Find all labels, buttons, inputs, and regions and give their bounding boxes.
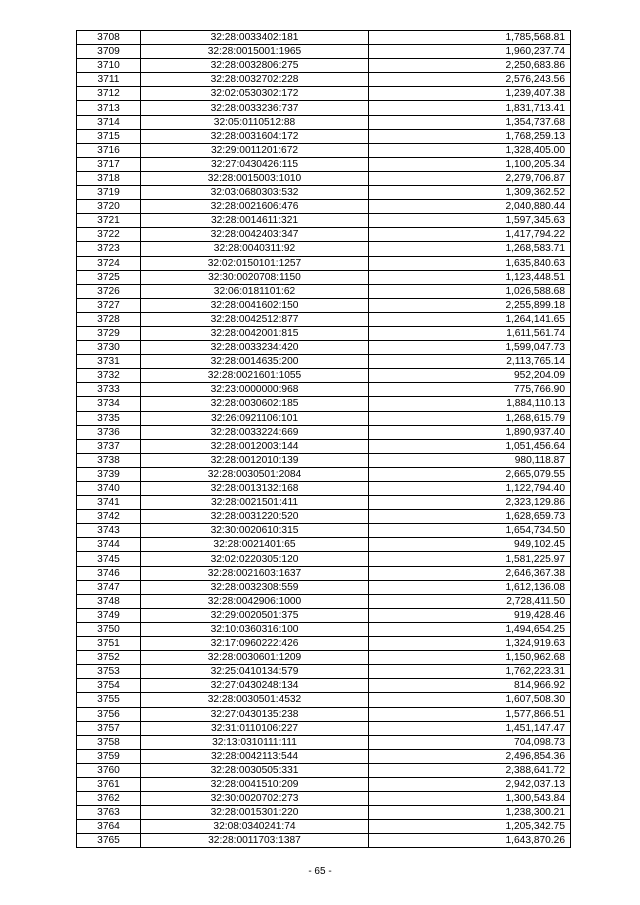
row-number: 3724 bbox=[77, 256, 141, 270]
cadastral-number: 32:28:0021501:411 bbox=[141, 496, 369, 510]
value-amount: 1,417,794.22 bbox=[369, 228, 571, 242]
cadastral-number: 32:28:0021401:65 bbox=[141, 538, 369, 552]
table-row bbox=[77, 679, 571, 693]
table-row bbox=[77, 256, 571, 270]
table-row bbox=[77, 129, 571, 143]
value-amount: 1,324,919.63 bbox=[369, 637, 571, 651]
table-row bbox=[77, 214, 571, 228]
cadastral-number: 32:28:0042001:815 bbox=[141, 326, 369, 340]
table-row bbox=[77, 73, 571, 87]
row-number: 3729 bbox=[77, 326, 141, 340]
row-number: 3717 bbox=[77, 157, 141, 171]
cadastral-number: 32:28:0012010:139 bbox=[141, 453, 369, 467]
row-number: 3716 bbox=[77, 143, 141, 157]
table-row bbox=[77, 580, 571, 594]
value-amount: 2,496,854.36 bbox=[369, 749, 571, 763]
cadastral-number: 32:28:0015003:1010 bbox=[141, 171, 369, 185]
land-value-table bbox=[76, 30, 571, 848]
cadastral-number: 32:29:0020501:375 bbox=[141, 608, 369, 622]
table-row bbox=[77, 171, 571, 185]
value-amount: 1,890,937.40 bbox=[369, 425, 571, 439]
cadastral-number: 32:05:0110512:88 bbox=[141, 115, 369, 129]
value-amount: 952,204.09 bbox=[369, 369, 571, 383]
value-amount: 2,040,880.44 bbox=[369, 200, 571, 214]
value-amount: 1,785,568.81 bbox=[369, 31, 571, 45]
row-number: 3758 bbox=[77, 735, 141, 749]
cadastral-number: 32:28:0042512:877 bbox=[141, 312, 369, 326]
cadastral-number: 32:02:0220305:120 bbox=[141, 552, 369, 566]
value-amount: 814,966.92 bbox=[369, 679, 571, 693]
table-row bbox=[77, 806, 571, 820]
cadastral-number: 32:28:0021603:1637 bbox=[141, 566, 369, 580]
value-amount: 1,150,962.68 bbox=[369, 651, 571, 665]
table-row bbox=[77, 157, 571, 171]
table-row bbox=[77, 763, 571, 777]
value-amount: 1,599,047.73 bbox=[369, 341, 571, 355]
table-row bbox=[77, 749, 571, 763]
value-amount: 1,205,342.75 bbox=[369, 820, 571, 834]
row-number: 3714 bbox=[77, 115, 141, 129]
table-row bbox=[77, 31, 571, 45]
row-number: 3763 bbox=[77, 806, 141, 820]
value-amount: 1,611,561.74 bbox=[369, 326, 571, 340]
value-amount: 1,238,300.21 bbox=[369, 806, 571, 820]
cadastral-number: 32:28:0040311:92 bbox=[141, 242, 369, 256]
table-row bbox=[77, 538, 571, 552]
table-row bbox=[77, 439, 571, 453]
cadastral-number: 32:28:0012003:144 bbox=[141, 439, 369, 453]
row-number: 3762 bbox=[77, 792, 141, 806]
table-row bbox=[77, 284, 571, 298]
value-amount: 1,612,136.08 bbox=[369, 580, 571, 594]
row-number: 3711 bbox=[77, 73, 141, 87]
table-row bbox=[77, 425, 571, 439]
table-row bbox=[77, 59, 571, 73]
cadastral-number: 32:28:0014611:321 bbox=[141, 214, 369, 228]
row-number: 3739 bbox=[77, 467, 141, 481]
value-amount: 1,268,583.71 bbox=[369, 242, 571, 256]
row-number: 3745 bbox=[77, 552, 141, 566]
value-amount: 1,300,543.84 bbox=[369, 792, 571, 806]
row-number: 3732 bbox=[77, 369, 141, 383]
table-row bbox=[77, 820, 571, 834]
value-amount: 1,960,237.74 bbox=[369, 45, 571, 59]
table-row bbox=[77, 834, 571, 848]
row-number: 3750 bbox=[77, 622, 141, 636]
row-number: 3708 bbox=[77, 31, 141, 45]
value-amount: 1,643,870.26 bbox=[369, 834, 571, 848]
value-amount: 2,250,683.86 bbox=[369, 59, 571, 73]
cadastral-number: 32:28:0011703:1387 bbox=[141, 834, 369, 848]
row-number: 3726 bbox=[77, 284, 141, 298]
row-number: 3753 bbox=[77, 665, 141, 679]
value-amount: 1,581,225.97 bbox=[369, 552, 571, 566]
cadastral-number: 32:28:0021606:476 bbox=[141, 200, 369, 214]
cadastral-number: 32:30:0020610:315 bbox=[141, 524, 369, 538]
cadastral-number: 32:28:0013132:168 bbox=[141, 482, 369, 496]
value-amount: 1,100,205.34 bbox=[369, 157, 571, 171]
value-amount: 2,255,899.18 bbox=[369, 298, 571, 312]
table-row bbox=[77, 312, 571, 326]
value-amount: 1,577,866.51 bbox=[369, 707, 571, 721]
table-row bbox=[77, 552, 571, 566]
row-number: 3747 bbox=[77, 580, 141, 594]
table-row bbox=[77, 693, 571, 707]
table-row bbox=[77, 397, 571, 411]
cadastral-number: 32:28:0031220:520 bbox=[141, 510, 369, 524]
page-number: - 65 - bbox=[308, 866, 332, 877]
value-amount: 1,123,448.51 bbox=[369, 270, 571, 284]
row-number: 3710 bbox=[77, 59, 141, 73]
cadastral-number: 32:28:0033234:420 bbox=[141, 341, 369, 355]
cadastral-number: 32:28:0042113:544 bbox=[141, 749, 369, 763]
table-row bbox=[77, 242, 571, 256]
table-row bbox=[77, 326, 571, 340]
value-amount: 1,051,456.64 bbox=[369, 439, 571, 453]
value-amount: 2,942,037.13 bbox=[369, 777, 571, 791]
row-number: 3719 bbox=[77, 186, 141, 200]
table-row bbox=[77, 608, 571, 622]
table-row bbox=[77, 270, 571, 284]
cadastral-number: 32:27:0430248:134 bbox=[141, 679, 369, 693]
cadastral-number: 32:30:0020702:273 bbox=[141, 792, 369, 806]
value-amount: 2,279,706.87 bbox=[369, 171, 571, 185]
row-number: 3752 bbox=[77, 651, 141, 665]
value-amount: 1,268,615.79 bbox=[369, 411, 571, 425]
table-row bbox=[77, 383, 571, 397]
row-number: 3764 bbox=[77, 820, 141, 834]
table-row bbox=[77, 355, 571, 369]
value-amount: 1,239,407.38 bbox=[369, 87, 571, 101]
cadastral-number: 32:25:0410134:579 bbox=[141, 665, 369, 679]
row-number: 3741 bbox=[77, 496, 141, 510]
cadastral-number: 32:28:0021601:1055 bbox=[141, 369, 369, 383]
cadastral-number: 32:08:0340241:74 bbox=[141, 820, 369, 834]
table-row bbox=[77, 411, 571, 425]
row-number: 3728 bbox=[77, 312, 141, 326]
row-number: 3715 bbox=[77, 129, 141, 143]
row-number: 3713 bbox=[77, 101, 141, 115]
row-number: 3749 bbox=[77, 608, 141, 622]
table-row bbox=[77, 721, 571, 735]
row-number: 3755 bbox=[77, 693, 141, 707]
cadastral-number: 32:02:0150101:1257 bbox=[141, 256, 369, 270]
table-row bbox=[77, 467, 571, 481]
cadastral-number: 32:28:0033224:669 bbox=[141, 425, 369, 439]
row-number: 3737 bbox=[77, 439, 141, 453]
value-amount: 2,665,079.55 bbox=[369, 467, 571, 481]
cadastral-number: 32:28:0030602:185 bbox=[141, 397, 369, 411]
table-row bbox=[77, 735, 571, 749]
value-amount: 1,607,508.30 bbox=[369, 693, 571, 707]
value-amount: 980,118.87 bbox=[369, 453, 571, 467]
cadastral-number: 32:28:0042403:347 bbox=[141, 228, 369, 242]
value-amount: 1,309,362.52 bbox=[369, 186, 571, 200]
row-number: 3721 bbox=[77, 214, 141, 228]
row-number: 3751 bbox=[77, 637, 141, 651]
cadastral-number: 32:31:0110106:227 bbox=[141, 721, 369, 735]
row-number: 3727 bbox=[77, 298, 141, 312]
table-row bbox=[77, 228, 571, 242]
value-amount: 2,576,243.56 bbox=[369, 73, 571, 87]
table-row bbox=[77, 143, 571, 157]
row-number: 3742 bbox=[77, 510, 141, 524]
value-amount: 2,113,765.14 bbox=[369, 355, 571, 369]
table-row bbox=[77, 87, 571, 101]
value-amount: 919,428.46 bbox=[369, 608, 571, 622]
cadastral-number: 32:30:0020708:1150 bbox=[141, 270, 369, 284]
table-row bbox=[77, 115, 571, 129]
row-number: 3709 bbox=[77, 45, 141, 59]
table-row bbox=[77, 651, 571, 665]
row-number: 3765 bbox=[77, 834, 141, 848]
cadastral-number: 32:26:0921106:101 bbox=[141, 411, 369, 425]
value-amount: 949,102.45 bbox=[369, 538, 571, 552]
cadastral-number: 32:28:0031604:172 bbox=[141, 129, 369, 143]
cadastral-number: 32:28:0033402:181 bbox=[141, 31, 369, 45]
value-amount: 2,646,367.38 bbox=[369, 566, 571, 580]
row-number: 3744 bbox=[77, 538, 141, 552]
value-amount: 1,831,713.41 bbox=[369, 101, 571, 115]
table-row bbox=[77, 482, 571, 496]
cadastral-number: 32:27:0430426:115 bbox=[141, 157, 369, 171]
row-number: 3746 bbox=[77, 566, 141, 580]
row-number: 3761 bbox=[77, 777, 141, 791]
cadastral-number: 32:06:0181101:62 bbox=[141, 284, 369, 298]
table-row bbox=[77, 622, 571, 636]
row-number: 3718 bbox=[77, 171, 141, 185]
row-number: 3757 bbox=[77, 721, 141, 735]
row-number: 3722 bbox=[77, 228, 141, 242]
value-amount: 1,026,588.68 bbox=[369, 284, 571, 298]
cadastral-number: 32:28:0042906:1000 bbox=[141, 594, 369, 608]
value-amount: 704,098.73 bbox=[369, 735, 571, 749]
row-number: 3735 bbox=[77, 411, 141, 425]
value-amount: 2,323,129.86 bbox=[369, 496, 571, 510]
table-row bbox=[77, 200, 571, 214]
value-amount: 1,628,659.73 bbox=[369, 510, 571, 524]
table-row bbox=[77, 101, 571, 115]
cadastral-number: 32:28:0032308:559 bbox=[141, 580, 369, 594]
row-number: 3725 bbox=[77, 270, 141, 284]
table-row bbox=[77, 637, 571, 651]
value-amount: 1,762,223.31 bbox=[369, 665, 571, 679]
table-row bbox=[77, 298, 571, 312]
table-row bbox=[77, 369, 571, 383]
table-row bbox=[77, 45, 571, 59]
row-number: 3736 bbox=[77, 425, 141, 439]
value-amount: 1,451,147.47 bbox=[369, 721, 571, 735]
value-amount: 2,388,641.72 bbox=[369, 763, 571, 777]
cadastral-number: 32:28:0030601:1209 bbox=[141, 651, 369, 665]
table-row bbox=[77, 524, 571, 538]
row-number: 3740 bbox=[77, 482, 141, 496]
cadastral-number: 32:28:0030501:4532 bbox=[141, 693, 369, 707]
table-row bbox=[77, 707, 571, 721]
value-amount: 1,654,734.50 bbox=[369, 524, 571, 538]
cadastral-number: 32:10:0360316:100 bbox=[141, 622, 369, 636]
table-row bbox=[77, 453, 571, 467]
value-amount: 1,494,654.25 bbox=[369, 622, 571, 636]
value-amount: 1,328,405.00 bbox=[369, 143, 571, 157]
row-number: 3754 bbox=[77, 679, 141, 693]
table-row bbox=[77, 510, 571, 524]
cadastral-number: 32:17:0960222:426 bbox=[141, 637, 369, 651]
cadastral-number: 32:13:0310111:111 bbox=[141, 735, 369, 749]
row-number: 3756 bbox=[77, 707, 141, 721]
cadastral-number: 32:28:0033236:737 bbox=[141, 101, 369, 115]
cadastral-number: 32:28:0032806:275 bbox=[141, 59, 369, 73]
cadastral-number: 32:03:0680303:532 bbox=[141, 186, 369, 200]
value-amount: 1,597,345.63 bbox=[369, 214, 571, 228]
cadastral-number: 32:28:0015001:1965 bbox=[141, 45, 369, 59]
table-body bbox=[77, 31, 571, 848]
cadastral-number: 32:23:0000000:968 bbox=[141, 383, 369, 397]
value-amount: 1,122,794.40 bbox=[369, 482, 571, 496]
row-number: 3738 bbox=[77, 453, 141, 467]
table-row bbox=[77, 186, 571, 200]
table-row bbox=[77, 792, 571, 806]
row-number: 3733 bbox=[77, 383, 141, 397]
row-number: 3723 bbox=[77, 242, 141, 256]
cadastral-number: 32:28:0015301:220 bbox=[141, 806, 369, 820]
value-amount: 1,635,840.63 bbox=[369, 256, 571, 270]
cadastral-number: 32:28:0030501:2084 bbox=[141, 467, 369, 481]
value-amount: 1,884,110.13 bbox=[369, 397, 571, 411]
cadastral-number: 32:28:0032702:228 bbox=[141, 73, 369, 87]
cadastral-number: 32:28:0030505:331 bbox=[141, 763, 369, 777]
value-amount: 2,728,411.50 bbox=[369, 594, 571, 608]
table-row bbox=[77, 594, 571, 608]
value-amount: 775,766.90 bbox=[369, 383, 571, 397]
cadastral-number: 32:28:0014635:200 bbox=[141, 355, 369, 369]
row-number: 3748 bbox=[77, 594, 141, 608]
table-row bbox=[77, 777, 571, 791]
value-amount: 1,354,737.68 bbox=[369, 115, 571, 129]
table-row bbox=[77, 566, 571, 580]
value-amount: 1,264,141.65 bbox=[369, 312, 571, 326]
row-number: 3720 bbox=[77, 200, 141, 214]
row-number: 3734 bbox=[77, 397, 141, 411]
cadastral-number: 32:28:0041510:209 bbox=[141, 777, 369, 791]
table-row bbox=[77, 341, 571, 355]
row-number: 3731 bbox=[77, 355, 141, 369]
cadastral-number: 32:28:0041602:150 bbox=[141, 298, 369, 312]
row-number: 3743 bbox=[77, 524, 141, 538]
row-number: 3712 bbox=[77, 87, 141, 101]
table-row bbox=[77, 665, 571, 679]
cadastral-number: 32:27:0430135:238 bbox=[141, 707, 369, 721]
row-number: 3760 bbox=[77, 763, 141, 777]
row-number: 3730 bbox=[77, 341, 141, 355]
value-amount: 1,768,259.13 bbox=[369, 129, 571, 143]
cadastral-number: 32:29:0011201:672 bbox=[141, 143, 369, 157]
cadastral-number: 32:02:0530302:172 bbox=[141, 87, 369, 101]
table-row bbox=[77, 496, 571, 510]
row-number: 3759 bbox=[77, 749, 141, 763]
